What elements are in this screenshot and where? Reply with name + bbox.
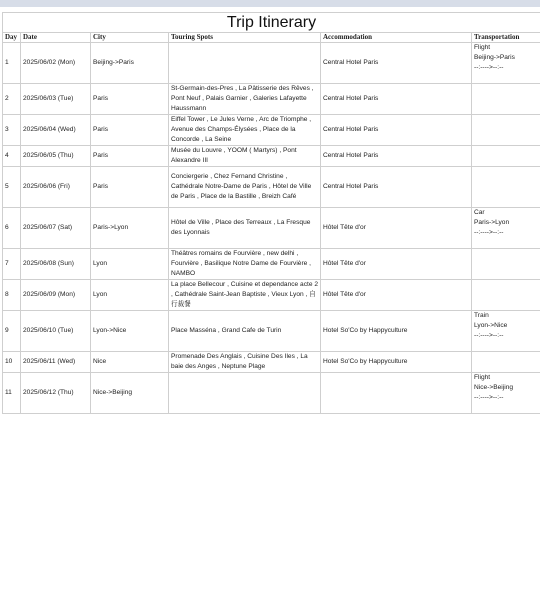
itinerary-table — [2, 32, 540, 414]
accommodation-cell: Hôtel Tête d'or — [321, 280, 472, 311]
touring-spots-cell: Musée du Louvre , YOOM ( Martyrs) , Pont Alexandre III — [169, 146, 321, 167]
touring-spots-cell: St-Germain-des-Pres , La Pâtisserie des Rêves , Pont Neuf , Palais Garnier , Galeries Lafayette Haussmann — [169, 84, 321, 115]
accommodation-cell: Hotel So'Co by Happyculture — [321, 352, 472, 373]
transportation-cell — [472, 84, 540, 115]
day-cell: 8 — [3, 280, 21, 311]
city-cell: Nice — [91, 352, 169, 373]
city-cell: Paris — [91, 115, 169, 146]
transportation-cell — [472, 280, 540, 311]
transportation-cell — [472, 311, 540, 352]
itinerary-sheet — [2, 12, 540, 414]
transportation-line: --:---->--:-- — [474, 332, 504, 339]
transportation-cell — [472, 249, 540, 280]
date-cell: 2025/06/09 (Mon) — [21, 280, 91, 311]
date-cell: 2025/06/11 (Wed) — [21, 352, 91, 373]
day-cell: 2 — [3, 84, 21, 115]
table-row — [3, 311, 540, 352]
transportation-cell — [472, 115, 540, 146]
day-cell: 7 — [3, 249, 21, 280]
page-title: Trip Itinerary — [2, 12, 540, 32]
accommodation-cell: Hôtel Tête d'or — [321, 208, 472, 249]
city-cell: Paris — [91, 146, 169, 167]
accommodation-cell: Central Hotel Paris — [321, 115, 472, 146]
accommodation-cell: Hôtel Tête d'or — [321, 249, 472, 280]
day-cell: 11 — [3, 373, 21, 414]
transportation-cell — [472, 208, 540, 249]
date-cell: 2025/06/12 (Thu) — [21, 373, 91, 414]
transportation-line: Flight — [474, 44, 491, 51]
day-cell: 1 — [3, 43, 21, 84]
date-cell: 2025/06/04 (Wed) — [21, 115, 91, 146]
transportation-line: --:---->--:-- — [474, 394, 504, 401]
header-row — [3, 33, 540, 43]
city-cell: Beijing->Paris — [91, 43, 169, 84]
city-cell: Paris->Lyon — [91, 208, 169, 249]
transportation-cell — [472, 146, 540, 167]
accommodation-cell: Central Hotel Paris — [321, 146, 472, 167]
touring-spots-cell — [169, 373, 321, 414]
table-row — [3, 208, 540, 249]
date-cell: 2025/06/05 (Thu) — [21, 146, 91, 167]
day-cell: 5 — [3, 167, 21, 208]
touring-spots-cell: Place Masséna , Grand Cafe de Turin — [169, 311, 321, 352]
day-cell: 9 — [3, 311, 21, 352]
touring-spots-cell: Eiffel Tower , Le Jules Verne , Arc de Triomphe , Avenue des Champs-Élysées , Place de la Concorde , La Seine — [169, 115, 321, 146]
city-cell: Lyon — [91, 280, 169, 311]
accommodation-cell — [321, 373, 472, 414]
accommodation-cell: Central Hotel Paris — [321, 167, 472, 208]
transportation-cell — [472, 167, 540, 208]
transportation-cell — [472, 352, 540, 373]
table-row — [3, 115, 540, 146]
city-cell: Lyon — [91, 249, 169, 280]
city-cell: Nice->Beijing — [91, 373, 169, 414]
touring-spots-cell — [169, 43, 321, 84]
table-row — [3, 352, 540, 373]
table-row — [3, 146, 540, 167]
day-cell: 3 — [3, 115, 21, 146]
transportation-line: Train — [474, 312, 489, 319]
date-cell: 2025/06/10 (Tue) — [21, 311, 91, 352]
transportation-cell — [472, 43, 540, 84]
table-row — [3, 84, 540, 115]
table-row — [3, 43, 540, 84]
column-header-day: Day — [3, 33, 21, 43]
touring-spots-cell: Conciergerie , Chez Fernand Christine , Cathédrale Notre-Dame de Paris , Hôtel de Ville de Paris , Place de la Bastille , Breizh Café — [169, 167, 321, 208]
date-cell: 2025/06/08 (Sun) — [21, 249, 91, 280]
date-cell: 2025/06/03 (Tue) — [21, 84, 91, 115]
touring-spots-cell: Hôtel de Ville , Place des Terreaux , La Fresque des Lyonnais — [169, 208, 321, 249]
day-cell: 6 — [3, 208, 21, 249]
touring-spots-cell: La place Bellecour , Cuisine et dependance acte 2 , Cathédrale Saint-Jean Baptiste , Vieux Lyon , 自行裁餐 — [169, 280, 321, 311]
transportation-line: Flight — [474, 374, 491, 381]
column-header-accommodation: Accommodation — [321, 33, 472, 43]
column-header-touring-spots: Touring Spots — [169, 33, 321, 43]
date-cell: 2025/06/07 (Sat) — [21, 208, 91, 249]
touring-spots-cell: Théâtres romains de Fourvière , new delhi , Fourvière , Basilique Notre Dame de Fourvière , NAMBO — [169, 249, 321, 280]
column-header-date: Date — [21, 33, 91, 43]
touring-spots-cell: Promenade Des Anglais , Cuisine Des Iles , La baie des Anges , Neptune Plage — [169, 352, 321, 373]
column-header-transportation: Transportation — [472, 33, 540, 43]
table-row — [3, 280, 540, 311]
window-top-bar — [0, 0, 540, 7]
column-header-city: City — [91, 33, 169, 43]
transportation-line: Nice->Beijing — [474, 384, 514, 391]
transportation-line: Beijing->Paris — [474, 54, 515, 61]
day-cell: 4 — [3, 146, 21, 167]
accommodation-cell: Central Hotel Paris — [321, 84, 472, 115]
day-cell: 10 — [3, 352, 21, 373]
transportation-line: Paris->Lyon — [474, 219, 510, 226]
transportation-line: Lyon->Nice — [474, 322, 508, 329]
transportation-cell — [472, 373, 540, 414]
accommodation-cell: Hotel So'Co by Happyculture — [321, 311, 472, 352]
city-cell: Paris — [91, 84, 169, 115]
city-cell: Lyon->Nice — [91, 311, 169, 352]
accommodation-cell: Central Hotel Paris — [321, 43, 472, 84]
table-row — [3, 167, 540, 208]
table-row — [3, 249, 540, 280]
date-cell: 2025/06/02 (Mon) — [21, 43, 91, 84]
city-cell: Paris — [91, 167, 169, 208]
transportation-line: --:---->--:-- — [474, 64, 504, 71]
transportation-line: Car — [474, 209, 485, 216]
table-row — [3, 373, 540, 414]
date-cell: 2025/06/06 (Fri) — [21, 167, 91, 208]
transportation-line: --:---->--:-- — [474, 229, 504, 236]
